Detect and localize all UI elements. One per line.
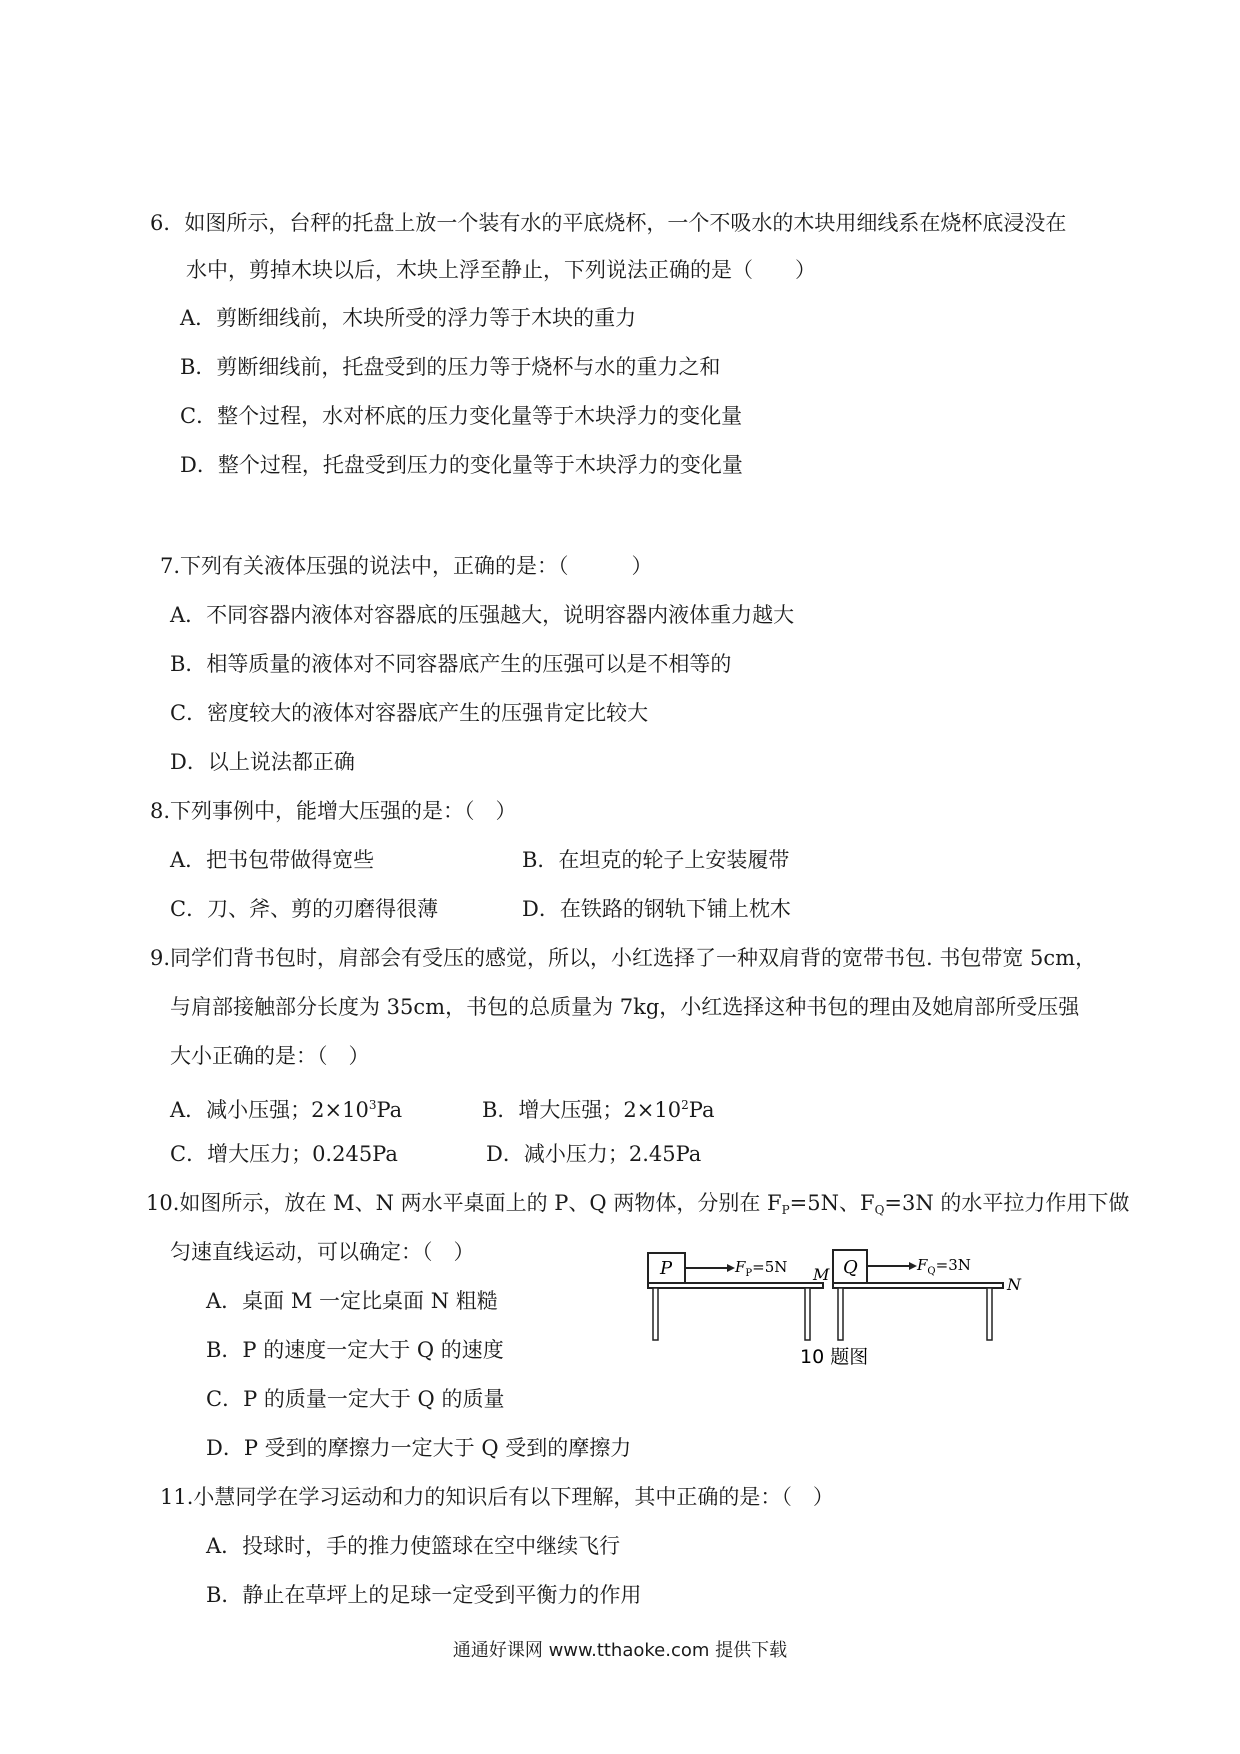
table-m-leg-left [653, 1288, 658, 1340]
q11-option-b: B．静止在草坪上的足球一定受到平衡力的作用 [206, 1583, 642, 1607]
q10-option-d: D．P 受到的摩擦力一定大于 Q 受到的摩擦力 [206, 1436, 632, 1460]
table-n-leg-right [987, 1288, 992, 1340]
q9-option-b [482, 1092, 714, 1123]
q8-option-a: A．把书包带做得宽些 [170, 848, 375, 872]
q10-fp-subscript: P [781, 1203, 790, 1217]
q9-a-exponent: 3 [368, 1098, 377, 1112]
q7-option-a: A．不同容器内液体对容器底的压强越大，说明容器内液体重力越大 [170, 603, 795, 627]
force-p-subscript: P [745, 1268, 753, 1279]
q10-option-a: A．桌面 M 一定比桌面 N 粗糙 [206, 1289, 498, 1313]
q11-option-a: A．投球时，手的推力使篮球在空中继续飞行 [206, 1534, 621, 1558]
q6-option-a: A．剪断细线前，木块所受的浮力等于木块的重力 [180, 306, 637, 330]
q7-option-d: D．以上说法都正确 [170, 750, 355, 774]
q9-stem-line2: 与肩部接触部分长度为 35cm，书包的总质量为 7kg，小红选择这种书包的理由及她肩部所受压强 [170, 995, 1080, 1019]
force-p-value: =5N [752, 1258, 788, 1276]
block-q-label: Q [843, 1257, 858, 1278]
q7-stem: 7.下列有关液体压强的说法中，正确的是：（ ） [160, 554, 653, 578]
q10-stem-part1: 10.如图所示，放在 M、N 两水平桌面上的 P、Q 两物体，分别在 F [146, 1191, 782, 1215]
q9-stem-line1: 9.同学们背书包时，肩部会有受压的感觉，所以，小红选择了一种双肩背的宽带书包. 书包带宽 5cm， [150, 946, 1097, 970]
table-n-label: N [1007, 1275, 1021, 1294]
q9-a-unit: Pa [376, 1098, 403, 1122]
q9-option-d: D．减小压力；2.45Pa [486, 1142, 702, 1166]
force-q-arrowhead [909, 1262, 917, 1270]
q10-stem-part3: =3N 的水平拉力作用下做 [884, 1191, 1130, 1215]
table-m-label: M [813, 1265, 830, 1284]
q10-stem-line1 [146, 1190, 1129, 1223]
q6-option-c: C．整个过程，水对杯底的压力变化量等于木块浮力的变化量 [180, 404, 743, 428]
table-n-leg-left [838, 1288, 843, 1340]
q6-option-b: B．剪断细线前，托盘受到的压力等于烧杯与水的重力之和 [180, 355, 721, 379]
q9-option-c: C．增大压力；0.245Pa [170, 1142, 398, 1166]
force-q-label [916, 1256, 971, 1277]
q6-stem-line1: 6．如图所示，台秤的托盘上放一个装有水的平底烧杯，一个不吸水的木块用细线系在烧杯底浸没在 [150, 211, 1067, 235]
q9-stem-line3: 大小正确的是：（ ） [170, 1044, 370, 1068]
q9-b-text: B．增大压强；2×10 [482, 1098, 682, 1122]
q9-option-a [170, 1092, 402, 1123]
q8-stem: 8.下列事例中，能增大压强的是：（ ） [150, 799, 517, 823]
q10-stem-part2: =5N、F [789, 1191, 875, 1215]
q6-stem-line2: 水中，剪掉木块以后，木块上浮至静止，下列说法正确的是（ ） [186, 258, 816, 282]
q8-option-d: D．在铁路的钢轨下铺上枕木 [522, 897, 791, 921]
q9-a-text: A．减小压强；2×10 [170, 1098, 369, 1122]
q10-option-b: B．P 的速度一定大于 Q 的速度 [206, 1338, 504, 1362]
force-q-subscript: Q [927, 1266, 936, 1277]
q10-option-c: C．P 的质量一定大于 Q 的质量 [206, 1387, 505, 1411]
q6-option-d: D．整个过程，托盘受到压力的变化量等于木块浮力的变化量 [180, 453, 743, 477]
force-p-label [734, 1258, 787, 1279]
force-q-value: =3N [935, 1256, 971, 1274]
figure-caption: 10 题图 [800, 1346, 869, 1368]
table-m-leg-right [805, 1288, 810, 1340]
force-p-letter: F [735, 1258, 746, 1276]
q10-stem-line2: 匀速直线运动，可以确定：（ ） [170, 1240, 475, 1264]
block-p-label: P [660, 1258, 673, 1279]
q7-option-c: C．密度较大的液体对容器底产生的压强肯定比较大 [170, 701, 649, 725]
table-m [648, 1283, 823, 1340]
q8-option-b: B．在坦克的轮子上安装履带 [522, 848, 790, 872]
q9-b-unit: Pa [688, 1098, 715, 1122]
q8-option-c: C．刀、斧、剪的刃磨得很薄 [170, 897, 439, 921]
force-q-letter: F [917, 1256, 928, 1274]
footer-credit: 通通好课网 www.tthaoke.com 提供下载 [452, 1640, 788, 1661]
table-n [833, 1283, 1003, 1340]
q11-stem: 11.小慧同学在学习运动和力的知识后有以下理解，其中正确的是：（ ） [160, 1485, 834, 1509]
q10-figure [645, 1240, 1045, 1380]
q9-b-exponent: 2 [681, 1098, 689, 1112]
force-p-arrowhead [727, 1264, 735, 1272]
q10-fq-subscript: Q [874, 1203, 885, 1217]
q7-option-b: B．相等质量的液体对不同容器底产生的压强可以是不相等的 [170, 652, 732, 676]
